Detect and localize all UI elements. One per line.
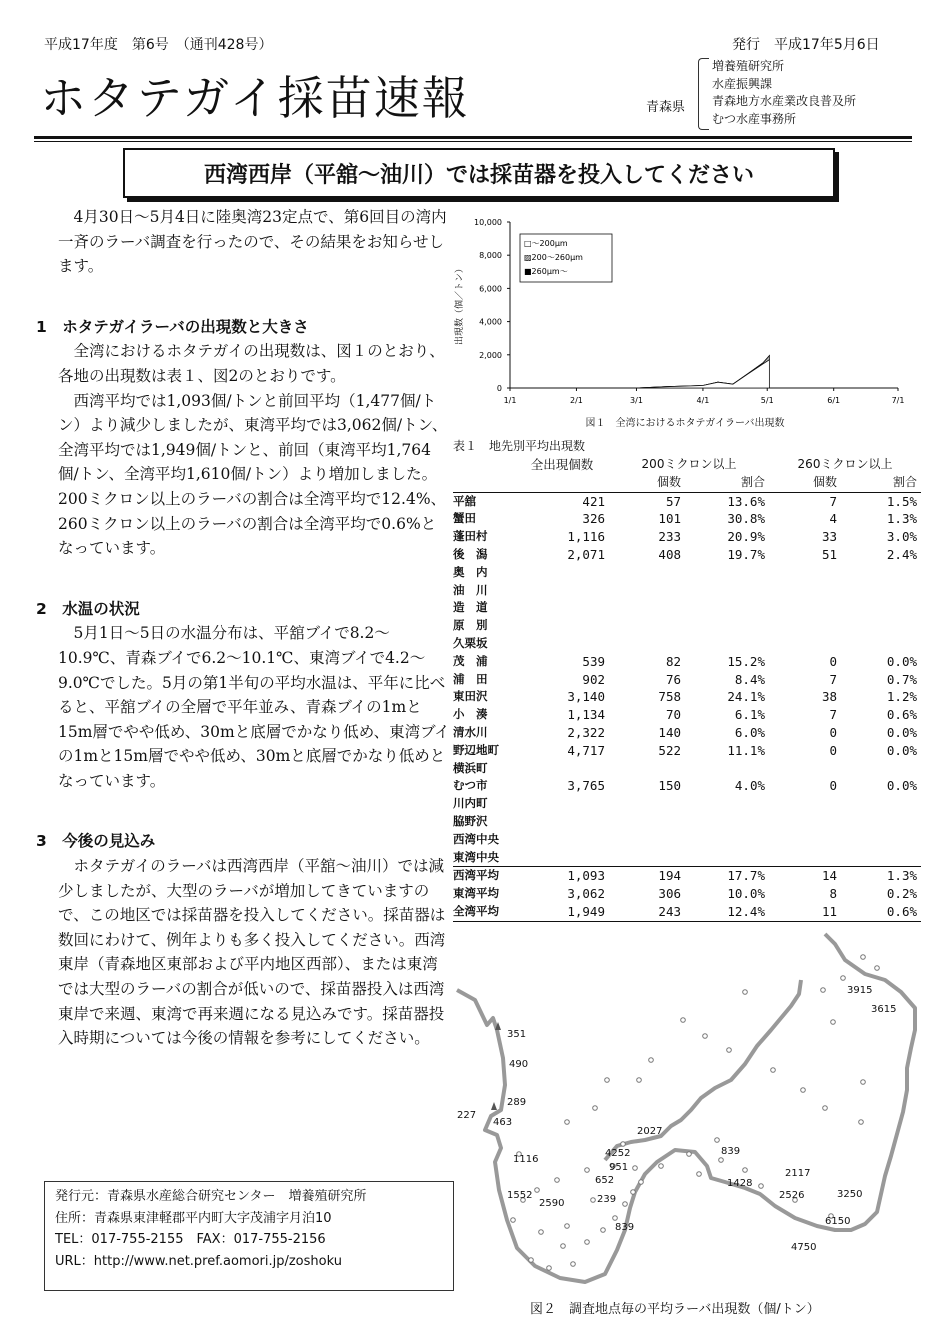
table-cell: 0.0% bbox=[886, 724, 917, 740]
table-cell: 15.2% bbox=[727, 653, 765, 669]
table-cell bbox=[841, 760, 921, 778]
column-header: 割合 bbox=[740, 474, 765, 489]
table-cell: 19.7% bbox=[727, 546, 765, 562]
row-label: 蟹田 bbox=[453, 511, 476, 526]
table-cell: 3,765 bbox=[567, 778, 605, 794]
table-cell: 1,949 bbox=[515, 903, 609, 921]
table-cell: 14 bbox=[769, 867, 841, 885]
x-tick-label: 5/1 bbox=[760, 396, 774, 405]
table-cell: 2,071 bbox=[567, 546, 605, 562]
station-dot bbox=[687, 1152, 692, 1157]
station-dot bbox=[621, 1142, 626, 1147]
table-cell bbox=[685, 582, 769, 600]
row-label: 奥 内 bbox=[453, 564, 488, 579]
table-row bbox=[453, 849, 921, 867]
table-cell: 20.9% bbox=[727, 529, 765, 545]
table-cell: 140 bbox=[658, 724, 681, 740]
table-cell bbox=[841, 564, 921, 582]
table-cell bbox=[515, 564, 609, 582]
station-dot bbox=[565, 1120, 570, 1125]
table-cell: 902 bbox=[582, 671, 605, 687]
table-cell: 0 bbox=[829, 653, 837, 669]
table-cell bbox=[769, 795, 841, 813]
table-cell: 243 bbox=[609, 903, 685, 921]
station-dot bbox=[623, 1202, 628, 1207]
station-dot bbox=[571, 1262, 576, 1267]
table-cell bbox=[685, 564, 769, 582]
station-value-label: 839 bbox=[615, 1222, 635, 1233]
table-cell: 51 bbox=[821, 546, 837, 562]
table-cell: 11 bbox=[769, 903, 841, 921]
row-label: 蓬田村 bbox=[453, 529, 488, 544]
row-label: 西湾平均 bbox=[453, 867, 515, 885]
table-row bbox=[453, 528, 921, 546]
series-area-0 bbox=[636, 360, 769, 388]
table-cell bbox=[769, 849, 841, 867]
station-value-label: 289 bbox=[507, 1097, 527, 1108]
table-cell: 1.3% bbox=[886, 511, 917, 527]
row-label: 川内町 bbox=[453, 796, 488, 811]
table-cell: 0.6% bbox=[886, 707, 917, 723]
column-header: 200ミクロン以上 bbox=[641, 457, 737, 471]
table-cell: 3,140 bbox=[567, 689, 605, 705]
station-dot bbox=[639, 1180, 644, 1185]
figure-2-caption: 図２ 調査地点毎の平均ラーバ出現数（個/トン） bbox=[530, 1302, 820, 1317]
table-row bbox=[453, 510, 921, 528]
row-label: 造 道 bbox=[453, 600, 488, 615]
row-label: 小 湊 bbox=[453, 707, 488, 722]
flag-icon bbox=[491, 1102, 497, 1110]
station-value-label: 3250 bbox=[837, 1189, 863, 1200]
table-cell: 758 bbox=[658, 689, 681, 705]
station-value-label: 2526 bbox=[779, 1190, 805, 1201]
table-cell bbox=[515, 617, 609, 635]
table-row bbox=[453, 760, 921, 778]
table-cell: 0 bbox=[829, 742, 837, 758]
table-row bbox=[453, 724, 921, 742]
table-cell: 0 bbox=[829, 778, 837, 794]
headline-banner: 西湾西岸（平舘～油川）では採苗器を投入してください bbox=[123, 148, 835, 198]
org-item: 増養殖研究所 bbox=[712, 59, 785, 73]
table-cell bbox=[515, 760, 609, 778]
section-2-heading: 2 水温の状況 bbox=[36, 599, 140, 618]
row-label: むつ市 bbox=[453, 778, 488, 793]
section-1-heading: 1 ホタテガイラーバの出現数と大きさ bbox=[36, 317, 309, 336]
station-dot bbox=[613, 1216, 618, 1221]
table-cell: 4.0% bbox=[734, 778, 765, 794]
table-cell: 33 bbox=[821, 529, 837, 545]
row-label: 原 別 bbox=[453, 618, 488, 633]
section-1-paragraph-2: 西湾平均では1,093個/トンと前回平均（1,477個/トン）より減少しましたが、東湾平均では3,062個/トン、全湾平均では1,949個/トンと、前回（東湾平均1,764個/トン、全湾平均1,610個/トン）より増加しました。200ミクロン以上のラーバの割合は全湾平均で12.4%、260ミクロン以上のラーバの割合は全湾平均で0.6%となっています。 bbox=[58, 391, 448, 558]
table-cell: 1,134 bbox=[567, 707, 605, 723]
org-item: 水産振興課 bbox=[712, 76, 773, 91]
station-value-label: 4750 bbox=[791, 1242, 817, 1253]
station-value-label: 4252 bbox=[605, 1148, 631, 1159]
contact-address: 住所：青森県東津軽郡平内町大字茂浦字月泊10 bbox=[55, 1210, 332, 1226]
y-tick-label: 10,000 bbox=[474, 218, 502, 227]
station-dot bbox=[823, 1106, 828, 1111]
issue-date: 発行 平成17年5月6日 bbox=[732, 37, 880, 53]
x-tick-label: 6/1 bbox=[827, 396, 841, 405]
station-dot bbox=[703, 1034, 708, 1039]
table-cell bbox=[609, 635, 685, 653]
chart-caption: 図１ 全湾におけるホタテガイラーバ出現数 bbox=[585, 418, 785, 429]
station-value-label: 351 bbox=[507, 1029, 527, 1040]
table-cell bbox=[685, 795, 769, 813]
station-dot bbox=[649, 1058, 654, 1063]
table-cell bbox=[609, 813, 685, 831]
station-dot bbox=[529, 1258, 534, 1263]
station-dot bbox=[633, 1166, 638, 1171]
legend-entry: ▨200～260μm bbox=[524, 253, 583, 262]
table-cell: 2,322 bbox=[567, 724, 605, 740]
page-title: ホタテガイ採苗速報 bbox=[40, 71, 470, 125]
table-cell: 38 bbox=[821, 689, 837, 705]
table-row bbox=[453, 777, 921, 795]
table-cell: 6.0% bbox=[734, 724, 765, 740]
table-cell bbox=[685, 635, 769, 653]
table-cell: 24.1% bbox=[727, 689, 765, 705]
table-cell bbox=[769, 564, 841, 582]
table-cell: 30.8% bbox=[727, 511, 765, 527]
y-tick-label: 4,000 bbox=[479, 317, 502, 327]
table-row bbox=[453, 706, 921, 724]
table-cell bbox=[841, 813, 921, 831]
station-dot bbox=[585, 1240, 590, 1245]
row-label: 平舘 bbox=[453, 492, 515, 510]
station-dot bbox=[841, 976, 846, 981]
table-cell: 306 bbox=[658, 886, 681, 902]
section-3-heading: 3 今後の見込み bbox=[36, 832, 156, 851]
table-cell: 1.5% bbox=[841, 492, 921, 510]
table-cell: 1,116 bbox=[567, 529, 605, 545]
table-cell: 421 bbox=[515, 492, 609, 510]
summary-row bbox=[453, 903, 921, 921]
table-cell: 522 bbox=[658, 742, 681, 758]
table-cell bbox=[515, 831, 609, 849]
table-cell: 1.3% bbox=[841, 867, 921, 885]
row-label: 東湾中央 bbox=[453, 849, 499, 864]
table-cell: 7 bbox=[769, 492, 841, 510]
station-dot bbox=[759, 1184, 764, 1189]
header-rule bbox=[34, 136, 912, 139]
station-value-label: 2117 bbox=[785, 1168, 811, 1179]
table-row bbox=[453, 653, 921, 671]
table-cell: 0 bbox=[829, 724, 837, 740]
table-cell bbox=[841, 599, 921, 617]
table-cell bbox=[769, 617, 841, 635]
table-cell: 194 bbox=[609, 867, 685, 885]
table-cell: 1,093 bbox=[515, 867, 609, 885]
contact-box bbox=[44, 1181, 454, 1291]
org-bracket bbox=[698, 58, 709, 130]
y-tick-label: 0 bbox=[496, 384, 502, 393]
station-value-label: 2027 bbox=[637, 1126, 663, 1137]
table-cell bbox=[609, 795, 685, 813]
table-cell: 57 bbox=[609, 492, 685, 510]
station-dot bbox=[561, 1244, 566, 1249]
table-cell: 82 bbox=[665, 653, 681, 669]
row-label: 横浜町 bbox=[453, 760, 488, 775]
table-cell: 7 bbox=[829, 707, 837, 723]
table-cell bbox=[609, 617, 685, 635]
station-dot bbox=[697, 1172, 702, 1177]
section-3-paragraph: ホタテガイのラーバは西湾西岸（平舘～油川）では減少しましたが、大型のラーバが増加してきていますので、この地区では採苗器を投入してください。採苗器は数回にわけて、例年よりも多く投入してください。西湾東岸（青森地区東部および平内地区西部）、または東湾では大型のラーバの割合が低いので、採苗器投入は西湾東岸で来週、東湾で再来週になる見込みです。採苗器投入時期については今後の情報を参考にしてください。 bbox=[58, 857, 446, 1048]
station-dot bbox=[539, 1230, 544, 1235]
row-label: 野辺地町 bbox=[453, 742, 499, 757]
y-tick-label: 2,000 bbox=[479, 350, 502, 360]
table-cell bbox=[685, 849, 769, 867]
table-cell bbox=[769, 582, 841, 600]
station-dot bbox=[861, 955, 866, 960]
station-value-label: 2590 bbox=[539, 1198, 565, 1209]
x-tick-label: 2/1 bbox=[570, 396, 583, 405]
table-cell bbox=[515, 635, 609, 653]
station-value-label: 1428 bbox=[727, 1178, 753, 1189]
table-cell bbox=[685, 831, 769, 849]
station-value-label: 6150 bbox=[825, 1216, 851, 1227]
table-cell bbox=[769, 635, 841, 653]
table-cell: 0.0% bbox=[886, 742, 917, 758]
row-label: 茂 浦 bbox=[453, 653, 488, 668]
prefecture: 青森県 bbox=[646, 100, 686, 115]
y-tick-label: 6,000 bbox=[479, 284, 502, 294]
x-tick-label: 3/1 bbox=[630, 396, 643, 405]
table-1 bbox=[453, 437, 921, 922]
station-value-label: 3915 bbox=[847, 985, 873, 996]
x-tick-label: 7/1 bbox=[891, 396, 905, 405]
issue-number: 平成17年度 第6号 （通刊428号） bbox=[44, 37, 273, 53]
table-cell: 408 bbox=[658, 546, 681, 562]
table-cell bbox=[685, 760, 769, 778]
table-cell bbox=[685, 599, 769, 617]
legend-entry: □～200μm bbox=[524, 239, 568, 248]
table-cell bbox=[515, 813, 609, 831]
station-dot bbox=[715, 1138, 720, 1143]
summary-row bbox=[453, 885, 921, 903]
station-value-label: 3615 bbox=[871, 1004, 897, 1015]
table-cell: 4,717 bbox=[567, 742, 605, 758]
figure-2-map bbox=[445, 930, 920, 1295]
table-row bbox=[453, 671, 921, 689]
table-cell: 70 bbox=[665, 707, 681, 723]
legend-entry: ■260μm～ bbox=[524, 267, 568, 276]
table-cell: 10.0% bbox=[727, 886, 765, 902]
row-label: 久栗坂 bbox=[453, 635, 488, 650]
station-dot bbox=[591, 1198, 596, 1203]
data-table bbox=[453, 456, 921, 922]
station-value-label: 463 bbox=[493, 1117, 513, 1128]
column-header: 個数 bbox=[812, 474, 837, 489]
article-body bbox=[36, 205, 450, 1051]
table-cell: 539 bbox=[582, 653, 605, 669]
section-2-paragraph: 5月1日～5日の水温分布は、平舘ブイで8.2～10.9℃、青森ブイで6.2～10.1℃、東湾ブイで4.2～9.0℃でした。5月の第1半旬の平均水温は、平年に比べると、平舘ブイの全層で平年並み、青森ブイの1mと15m層でやや低め、30mと底層でかなり低め、東湾ブイの1mと15m層でやや低め、30mと底層でかなり低めとなっています。 bbox=[58, 624, 450, 790]
table-cell: 17.7% bbox=[685, 867, 769, 885]
table-cell: 0.6% bbox=[841, 903, 921, 921]
station-dot bbox=[547, 1266, 552, 1271]
station-dot bbox=[859, 1120, 864, 1125]
station-dot bbox=[605, 1078, 610, 1083]
x-tick-label: 4/1 bbox=[696, 396, 710, 405]
station-dot bbox=[511, 1218, 516, 1223]
table-cell: 3,062 bbox=[567, 886, 605, 902]
station-dot bbox=[681, 1018, 686, 1023]
station-dot bbox=[771, 1068, 776, 1073]
table-row bbox=[453, 564, 921, 582]
station-value-label: 490 bbox=[509, 1059, 529, 1070]
row-label: 東田沢 bbox=[453, 689, 488, 704]
table-cell: 13.6% bbox=[685, 492, 769, 510]
table-cell bbox=[769, 760, 841, 778]
table-cell: 11.1% bbox=[727, 742, 765, 758]
table-cell: 0.0% bbox=[886, 653, 917, 669]
table-cell: 0.7% bbox=[886, 671, 917, 687]
header-rule-thin bbox=[34, 141, 912, 142]
contact-issuer: 発行元：青森県水産総合研究センター 増養殖研究所 bbox=[55, 1189, 367, 1204]
table-cell: 326 bbox=[582, 511, 605, 527]
station-dot bbox=[631, 1190, 636, 1195]
table-row bbox=[453, 742, 921, 760]
row-label: 脇野沢 bbox=[453, 813, 488, 828]
table-cell bbox=[841, 795, 921, 813]
table-cell bbox=[609, 760, 685, 778]
table-row bbox=[453, 635, 921, 653]
y-tick-label: 8,000 bbox=[479, 251, 502, 261]
table-cell bbox=[609, 564, 685, 582]
row-label: 油 川 bbox=[453, 582, 488, 597]
table-cell: 6.1% bbox=[734, 707, 765, 723]
table-cell: 8.4% bbox=[734, 671, 765, 687]
station-dot bbox=[601, 1228, 606, 1233]
table-row bbox=[453, 795, 921, 813]
table-cell: 1.2% bbox=[886, 689, 917, 705]
station-dot bbox=[593, 1106, 598, 1111]
station-dot bbox=[637, 1078, 642, 1083]
table-cell bbox=[609, 599, 685, 617]
intro-paragraph: 4月30日～5月4日に陸奥湾23定点で、第6回目の湾内一斉のラーバ調査を行ったので、その結果をお知らせします。 bbox=[58, 208, 447, 276]
table-row bbox=[453, 546, 921, 564]
table-row bbox=[453, 492, 921, 510]
station-dot bbox=[659, 1164, 664, 1169]
row-label: 東湾平均 bbox=[453, 886, 499, 901]
table-cell bbox=[769, 831, 841, 849]
table-row bbox=[453, 813, 921, 831]
table-cell bbox=[685, 813, 769, 831]
table-cell: 7 bbox=[829, 671, 837, 687]
station-dot bbox=[555, 1178, 560, 1183]
figure-1-chart bbox=[450, 208, 920, 433]
contact-phone: TEL：017-755-2155 FAX：017-755-2156 bbox=[55, 1232, 326, 1247]
table-cell bbox=[841, 849, 921, 867]
summary-row bbox=[453, 867, 921, 885]
x-tick-label: 1/1 bbox=[503, 396, 517, 405]
station-dot bbox=[821, 988, 826, 993]
table-cell bbox=[609, 582, 685, 600]
row-label: 全湾平均 bbox=[453, 903, 515, 921]
table-cell: 76 bbox=[665, 671, 681, 687]
station-dot bbox=[875, 966, 880, 971]
table-cell bbox=[685, 617, 769, 635]
org-item: 青森地方水産業改良普及所 bbox=[712, 94, 857, 108]
table-cell: 2.4% bbox=[886, 546, 917, 562]
station-value-label: 1116 bbox=[513, 1154, 539, 1165]
table-row bbox=[453, 831, 921, 849]
station-dot bbox=[727, 1048, 732, 1053]
station-dot bbox=[743, 1168, 748, 1173]
column-header: 割合 bbox=[892, 474, 917, 489]
table-cell: 233 bbox=[658, 529, 681, 545]
table-row bbox=[453, 688, 921, 706]
chart-y-axis-label: 出現数（個／トン） bbox=[455, 263, 465, 345]
column-header: 260ミクロン以上 bbox=[797, 457, 893, 471]
table-cell bbox=[609, 831, 685, 849]
table-cell bbox=[841, 831, 921, 849]
row-label: 清水川 bbox=[453, 724, 488, 739]
table-cell: 150 bbox=[658, 778, 681, 794]
table-row bbox=[453, 582, 921, 600]
table-cell bbox=[515, 795, 609, 813]
row-label: 後 潟 bbox=[453, 546, 488, 561]
station-dot bbox=[743, 990, 748, 995]
table-cell bbox=[769, 599, 841, 617]
table-row bbox=[453, 617, 921, 635]
contact-url[interactable]: URL：http://www.net.pref.aomori.jp/zoshoku bbox=[55, 1253, 342, 1269]
station-dot bbox=[801, 1088, 806, 1093]
station-dot bbox=[719, 1158, 724, 1163]
station-dot bbox=[585, 1168, 590, 1173]
table-cell: 101 bbox=[658, 511, 681, 527]
table-cell bbox=[515, 599, 609, 617]
table-cell bbox=[769, 813, 841, 831]
row-label: 西湾中央 bbox=[453, 831, 499, 846]
org-item: むつ水産事務所 bbox=[712, 111, 797, 126]
table-row bbox=[453, 599, 921, 617]
table-cell: 0.0% bbox=[886, 778, 917, 794]
table-cell: 12.4% bbox=[685, 903, 769, 921]
station-value-label: 652 bbox=[595, 1175, 615, 1186]
table-caption: 表１ 地先別平均出現数 bbox=[453, 439, 586, 453]
table-cell: 0.2% bbox=[886, 886, 917, 902]
table-cell bbox=[515, 582, 609, 600]
station-value-label: 227 bbox=[457, 1110, 477, 1121]
table-cell bbox=[841, 635, 921, 653]
station-value-label: 239 bbox=[597, 1194, 617, 1205]
org-list bbox=[712, 58, 856, 128]
table-cell: 4 bbox=[829, 511, 837, 527]
table-cell bbox=[515, 849, 609, 867]
table-cell: 3.0% bbox=[886, 529, 917, 545]
station-value-label: 1552 bbox=[507, 1190, 533, 1201]
table-cell bbox=[841, 582, 921, 600]
station-value-label: 951 bbox=[609, 1162, 629, 1173]
station-dot bbox=[831, 1020, 836, 1025]
station-value-label: 839 bbox=[721, 1146, 741, 1157]
table-cell bbox=[841, 617, 921, 635]
station-dot bbox=[861, 1080, 866, 1085]
station-dot bbox=[535, 1188, 540, 1193]
section-1-paragraph-1: 全湾におけるホタテガイの出現数は、図１のとおり、各地の出現数は表１、図2のとおりです。 bbox=[58, 342, 445, 385]
row-label: 浦 田 bbox=[453, 671, 488, 686]
table-cell bbox=[609, 849, 685, 867]
column-header: 個数 bbox=[656, 474, 681, 489]
station-dot bbox=[565, 1224, 570, 1229]
column-header: 全出現個数 bbox=[530, 457, 594, 472]
table-cell: 8 bbox=[829, 886, 837, 902]
